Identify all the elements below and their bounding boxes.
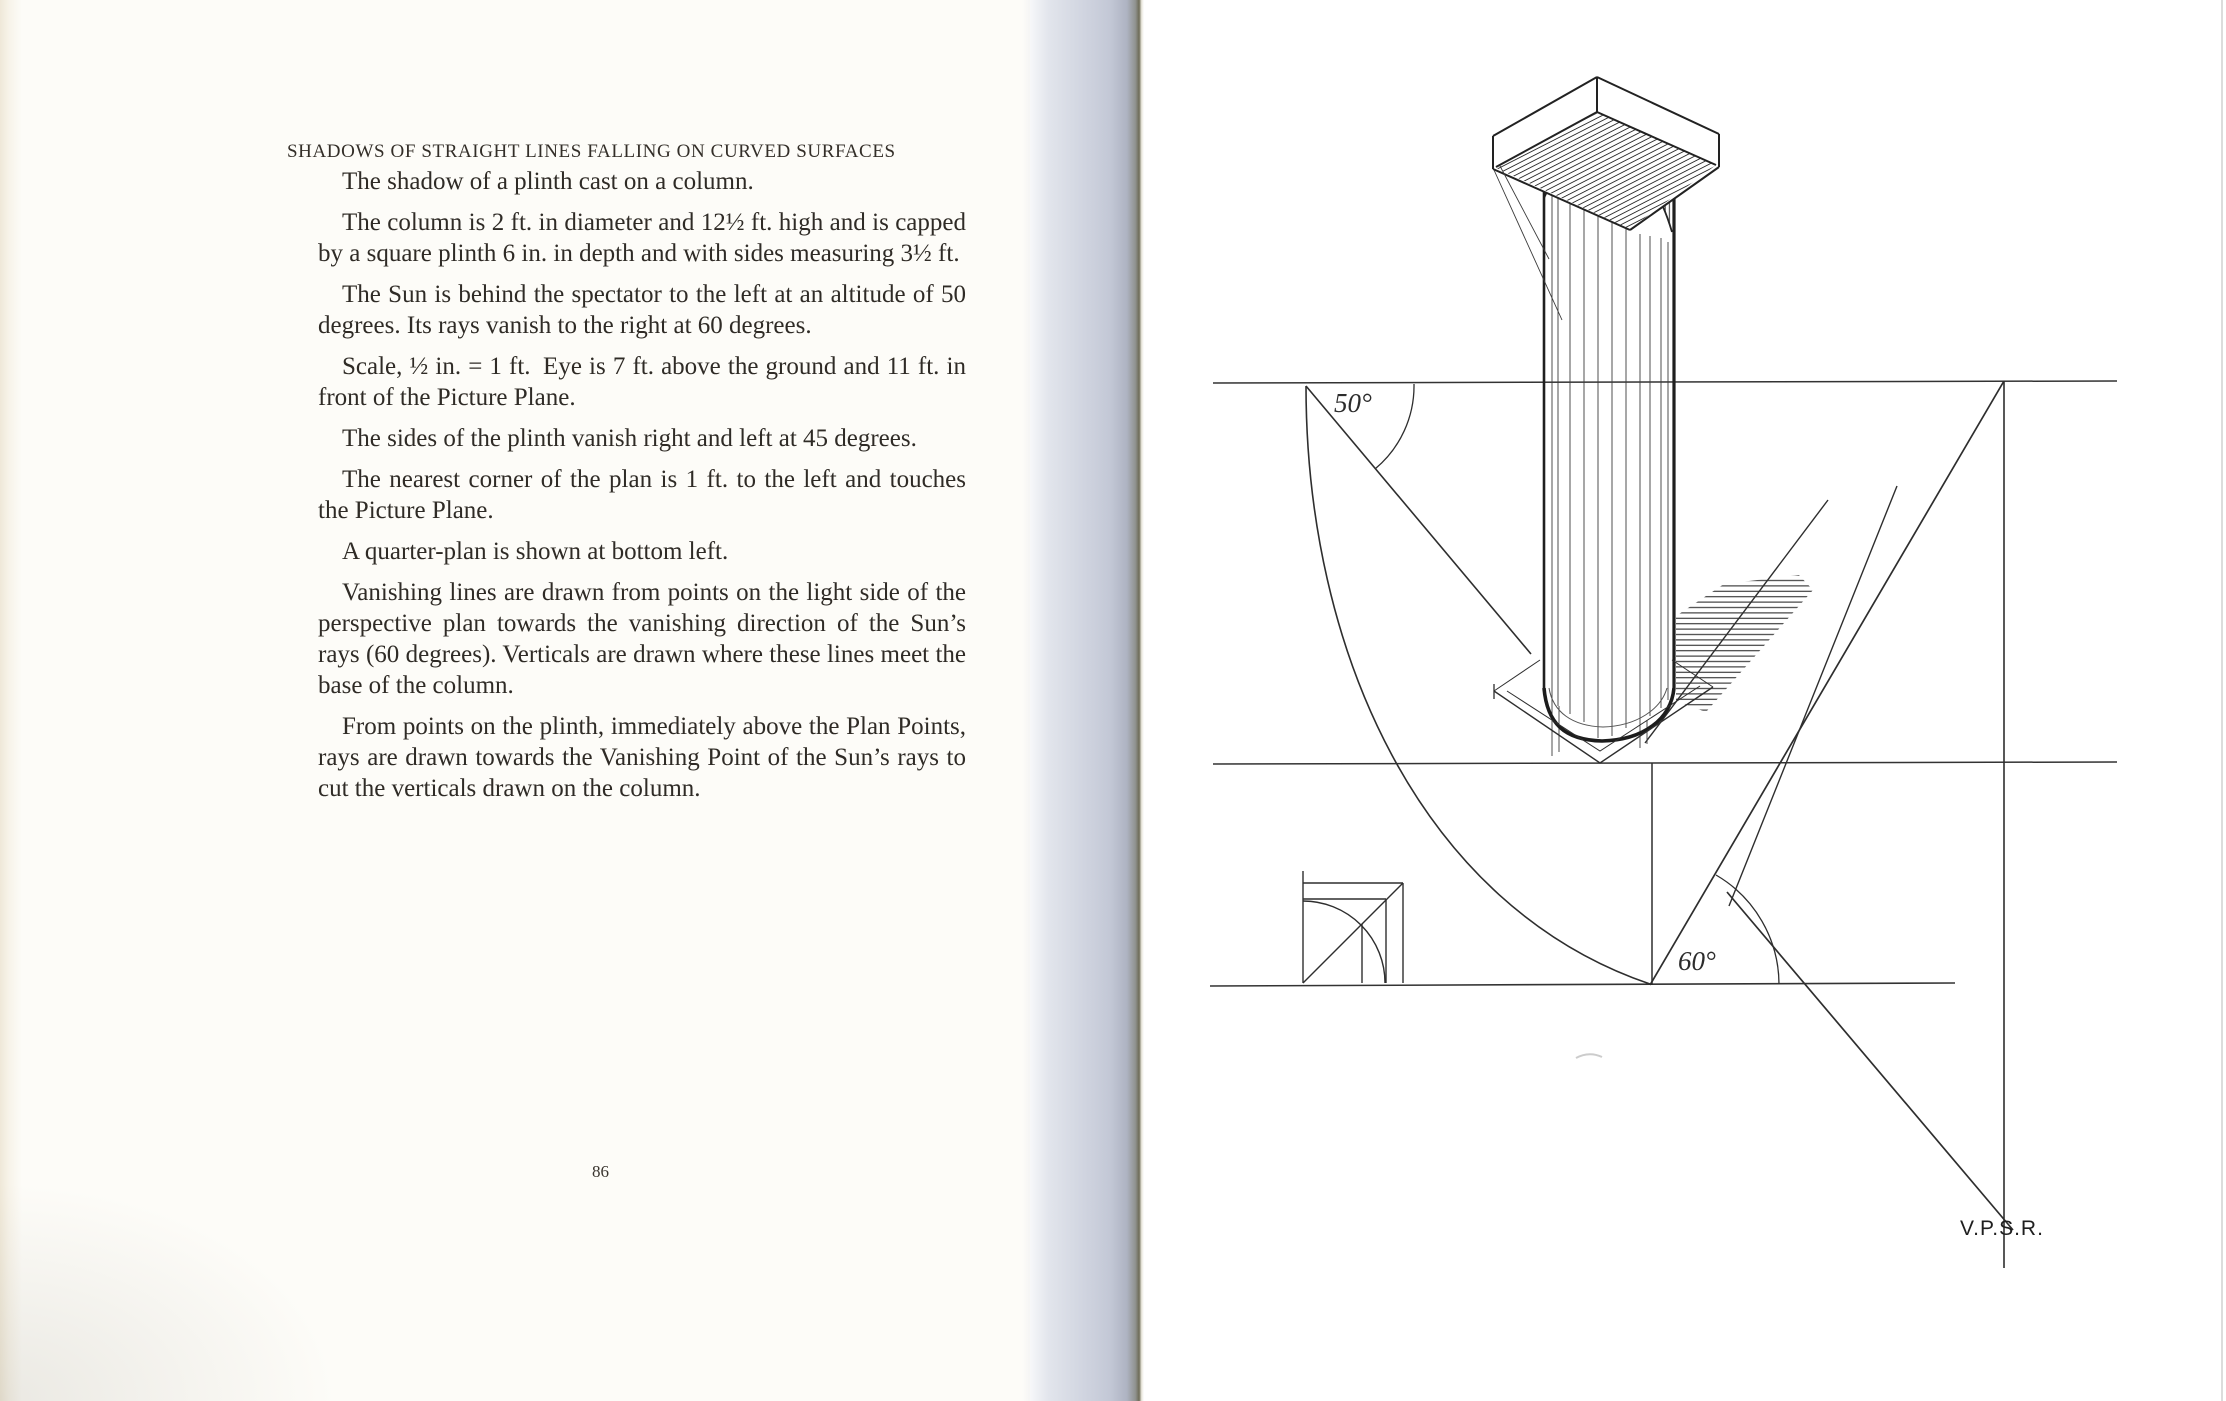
paragraph: The nearest corner of the plan is 1 ft. to the left and touches the Picture Plane. (318, 466, 966, 524)
paragraph: A quarter-plan is shown at bottom left. (342, 538, 729, 565)
vpsr-ray-line (1727, 892, 2013, 1230)
plan-ray-line-2 (1729, 486, 1897, 906)
lower-horizon-line (1213, 762, 2117, 764)
quarter-plan (1303, 871, 1403, 983)
upper-horizon-line (1213, 381, 2117, 383)
sun-ray-angle-arc (1716, 875, 1779, 984)
altitude-angle-label: 50° (1334, 388, 1372, 418)
paragraph: The shadow of a plinth cast on a column. (342, 168, 754, 195)
altitude-angle-arc (1375, 384, 1414, 469)
paragraph: The Sun is behind the spectator to the left at an altitude of 50 degrees. Its rays vanish to the right at 60 degrees. (318, 281, 966, 339)
page-number: 86 (592, 1162, 609, 1181)
ground-shadow-hatch (1676, 575, 1813, 712)
ground-line (1210, 983, 1955, 986)
horizon-lines (1210, 381, 2117, 986)
column-construction-verticals (1552, 146, 1668, 756)
quarter-plan-diagonal (1303, 883, 1403, 983)
section-heading: SHADOWS OF STRAIGHT LINES FALLING ON CURVED SURFACES (287, 141, 896, 162)
paragraph: From points on the plinth, immediately above the Plan Points, rays are drawn towards the Vanishing Point of the Sun’s rays to cut the verticals drawn on the column. (318, 713, 966, 802)
column (1544, 146, 1674, 756)
column-base-inner-curve (1549, 688, 1667, 727)
vpsr-label: V.P.S.R. (1960, 1217, 2044, 1240)
paragraph: The column is 2 ft. in diameter and 12½ ft. high and is capped by a square plinth 6 in. in depth and with sides measuring 3½ ft. (318, 209, 966, 267)
paragraph: Scale, ½ in. = 1 ft. Eye is 7 ft. above the ground and 11 ft. in front of the Picture Plane. (318, 353, 966, 411)
paragraph: The sides of the plinth vanish right and left at 45 degrees. (342, 425, 917, 452)
paragraph: Vanishing lines are drawn from points on the light side of the perspective plan towards the vanishing direction of the Sun’s rays (60 degrees). Verticals are drawn where these lines meet the base of the column. (318, 579, 966, 699)
pencil-smudge (1576, 1054, 1602, 1058)
vanishing-construction (1645, 381, 2013, 1268)
sun-ray-angle-label: 60° (1678, 946, 1716, 976)
altitude-ray (1306, 386, 1531, 654)
plinth-cap (1493, 77, 1719, 320)
